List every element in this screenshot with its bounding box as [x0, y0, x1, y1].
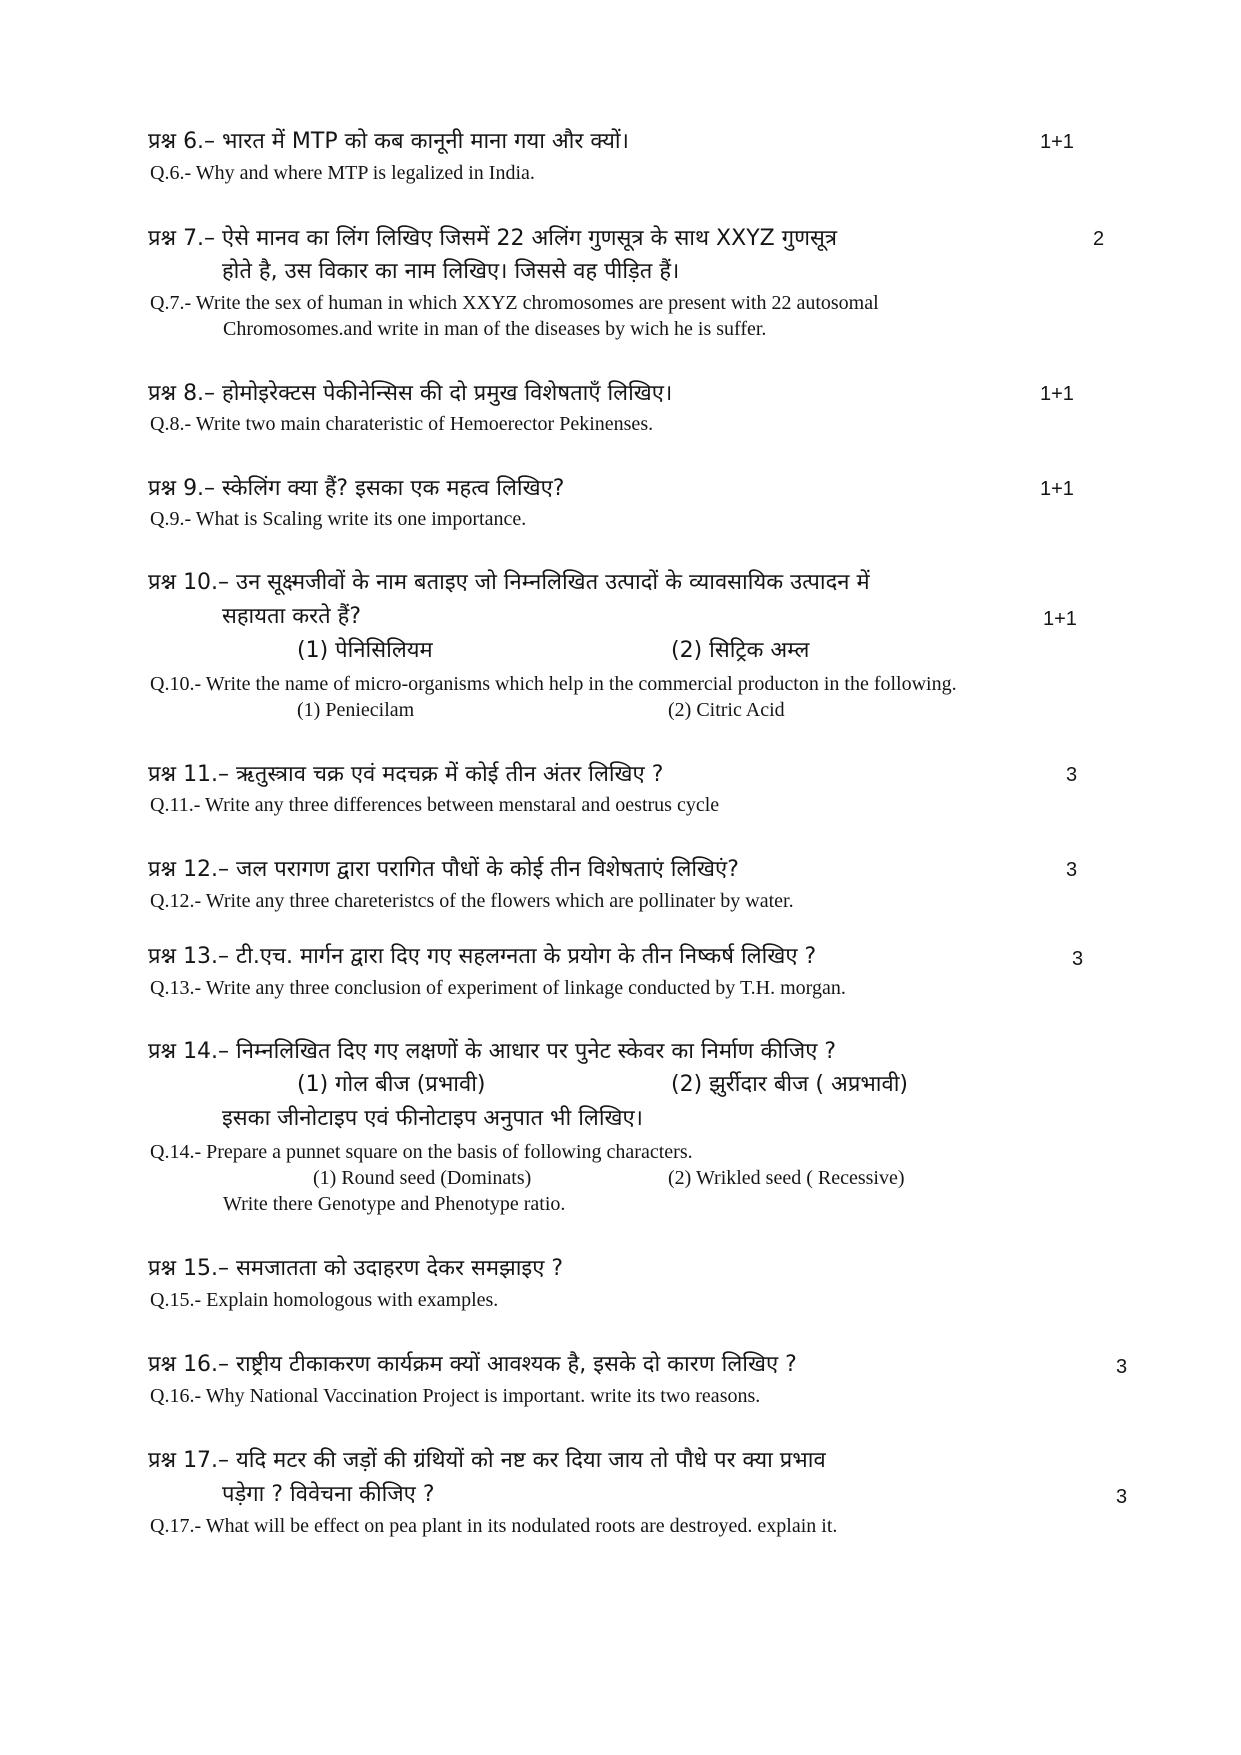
- question-11-english: Q.11.- Write any three differences between menstaral and oestrus cycle: [150, 794, 720, 816]
- question-10-english-option-1: (1) Peniecilam: [297, 699, 415, 721]
- question-14-english-line-1: Q.14.- Prepare a punnet square on the basis of following characters.: [150, 1141, 693, 1163]
- question-10-hindi-option-2: (2) सिट्रिक अम्ल: [671, 638, 810, 663]
- question-9-marks: 1+1: [1040, 478, 1074, 500]
- question-6-english: Q.6.- Why and where MTP is legalized in India.: [150, 162, 535, 184]
- question-14-english-option-2: (2) Wrikled seed ( Recessive): [668, 1167, 905, 1189]
- question-10-english-option-2: (2) Citric Acid: [668, 699, 785, 721]
- question-7-english-line-2: Chromosomes.and write in man of the diseases by wich he is suffer.: [223, 318, 767, 340]
- question-10-english: Q.10.- Write the name of micro-organisms which help in the commercial producton in the following.: [150, 673, 957, 695]
- question-17-hindi-line-1: प्रश्न 17.– यदि मटर की जड़ों की ग्रंथियों को नष्ट कर दिया जाय तो पौधे पर क्या प्रभाव: [148, 1448, 826, 1473]
- question-17-hindi-line-2: पड़ेगा ? विवेचना कीजिए ?: [222, 1482, 435, 1507]
- question-17-english: Q.17.- What will be effect on pea plant in its nodulated roots are destroyed. explain it.: [150, 1515, 838, 1537]
- question-10-hindi-line-2: सहायता करते हैं?: [222, 604, 362, 629]
- question-14-hindi-line-2: इसका जीनोटाइप एवं फीनोटाइप अनुपात भी लिखिए।: [222, 1106, 644, 1131]
- question-7-hindi-line-1: प्रश्न 7.– ऐसे मानव का लिंग लिखिए जिसमें 22 अलिंग गुणसूत्र के साथ XXYZ गुणसूत्र: [148, 226, 838, 251]
- question-7-marks: 2: [1093, 228, 1105, 250]
- question-6-hindi: प्रश्न 6.– भारत में MTP को कब कानूनी माना गया और क्यों।: [148, 129, 629, 154]
- question-8-marks: 1+1: [1040, 383, 1074, 405]
- question-9-english: Q.9.- What is Scaling write its one importance.: [150, 508, 527, 530]
- question-15-english: Q.15.- Explain homologous with examples.: [150, 1289, 499, 1311]
- question-15-hindi: प्रश्न 15.– समजातता को उदाहरण देकर समझाइए ?: [148, 1256, 564, 1281]
- question-7-hindi-line-2: होते है, उस विकार का नाम लिखिए। जिससे वह पीड़ित हैं।: [222, 259, 680, 284]
- question-13-hindi: प्रश्न 13.– टी.एच. मार्गन द्वारा दिए गए सहलग्नता के प्रयोग के तीन निष्कर्ष लिखिए ?: [148, 944, 817, 969]
- question-10-hindi-option-1: (1) पेनिसिलियम: [297, 638, 433, 663]
- question-14-hindi-option-1: (1) गोल बीज (प्रभावी): [297, 1072, 486, 1097]
- question-11-marks: 3: [1066, 764, 1078, 786]
- question-10-marks: 1+1: [1043, 608, 1077, 630]
- question-14-english-option-1: (1) Round seed (Dominats): [313, 1167, 532, 1189]
- question-11-hindi: प्रश्न 11.– ऋतुस्त्राव चक्र एवं मदचक्र में कोई तीन अंतर लिखिए ?: [148, 762, 664, 787]
- question-14-hindi-option-2: (2) झुर्रीदार बीज ( अप्रभावी): [671, 1072, 909, 1097]
- question-8-english: Q.8.- Write two main charateristic of Hemoerector Pekinenses.: [150, 413, 654, 435]
- question-16-english: Q.16.- Why National Vaccination Project is important. write its two reasons.: [150, 1385, 761, 1407]
- question-8-hindi: प्रश्न 8.– होमोइरेक्टस पेकीनेन्सिस की दो प्रमुख विशेषताएँ लिखिए।: [148, 381, 673, 406]
- question-16-hindi: प्रश्न 16.– राष्ट्रीय टीकाकरण कार्यक्रम क्यों आवश्यक है, इसके दो कारण लिखिए ?: [148, 1352, 797, 1377]
- question-12-hindi: प्रश्न 12.– जल परागण द्वारा परागित पौधों के कोई तीन विशेषताएं लिखिएं?: [148, 857, 739, 882]
- question-6-marks: 1+1: [1040, 131, 1074, 153]
- question-14-english-line-2: Write there Genotype and Phenotype ratio.: [223, 1193, 566, 1215]
- question-9-hindi: प्रश्न 9.– स्केलिंग क्या हैं? इसका एक महत्व लिखिए?: [148, 476, 565, 501]
- question-17-marks: 3: [1116, 1486, 1128, 1508]
- question-13-english: Q.13.- Write any three conclusion of experiment of linkage conducted by T.H. morgan.: [150, 977, 846, 999]
- question-13-marks: 3: [1072, 948, 1084, 970]
- question-16-marks: 3: [1116, 1356, 1128, 1378]
- question-12-marks: 3: [1066, 859, 1078, 881]
- question-14-hindi-line-1: प्रश्न 14.– निम्नलिखित दिए गए लक्षणों के आधार पर पुनेट स्केवर का निर्माण कीजिए ?: [148, 1039, 837, 1064]
- question-7-english-line-1: Q.7.- Write the sex of human in which XXYZ chromosomes are present with 22 autosomal: [150, 292, 879, 314]
- question-10-hindi-line-1: प्रश्न 10.– उन सूक्ष्मजीवों के नाम बताइए जो निम्नलिखित उत्पादों के व्यावसायिक उत्पादन में: [148, 570, 870, 595]
- question-12-english: Q.12.- Write any three chareteristcs of the flowers which are pollinater by water.: [150, 890, 794, 912]
